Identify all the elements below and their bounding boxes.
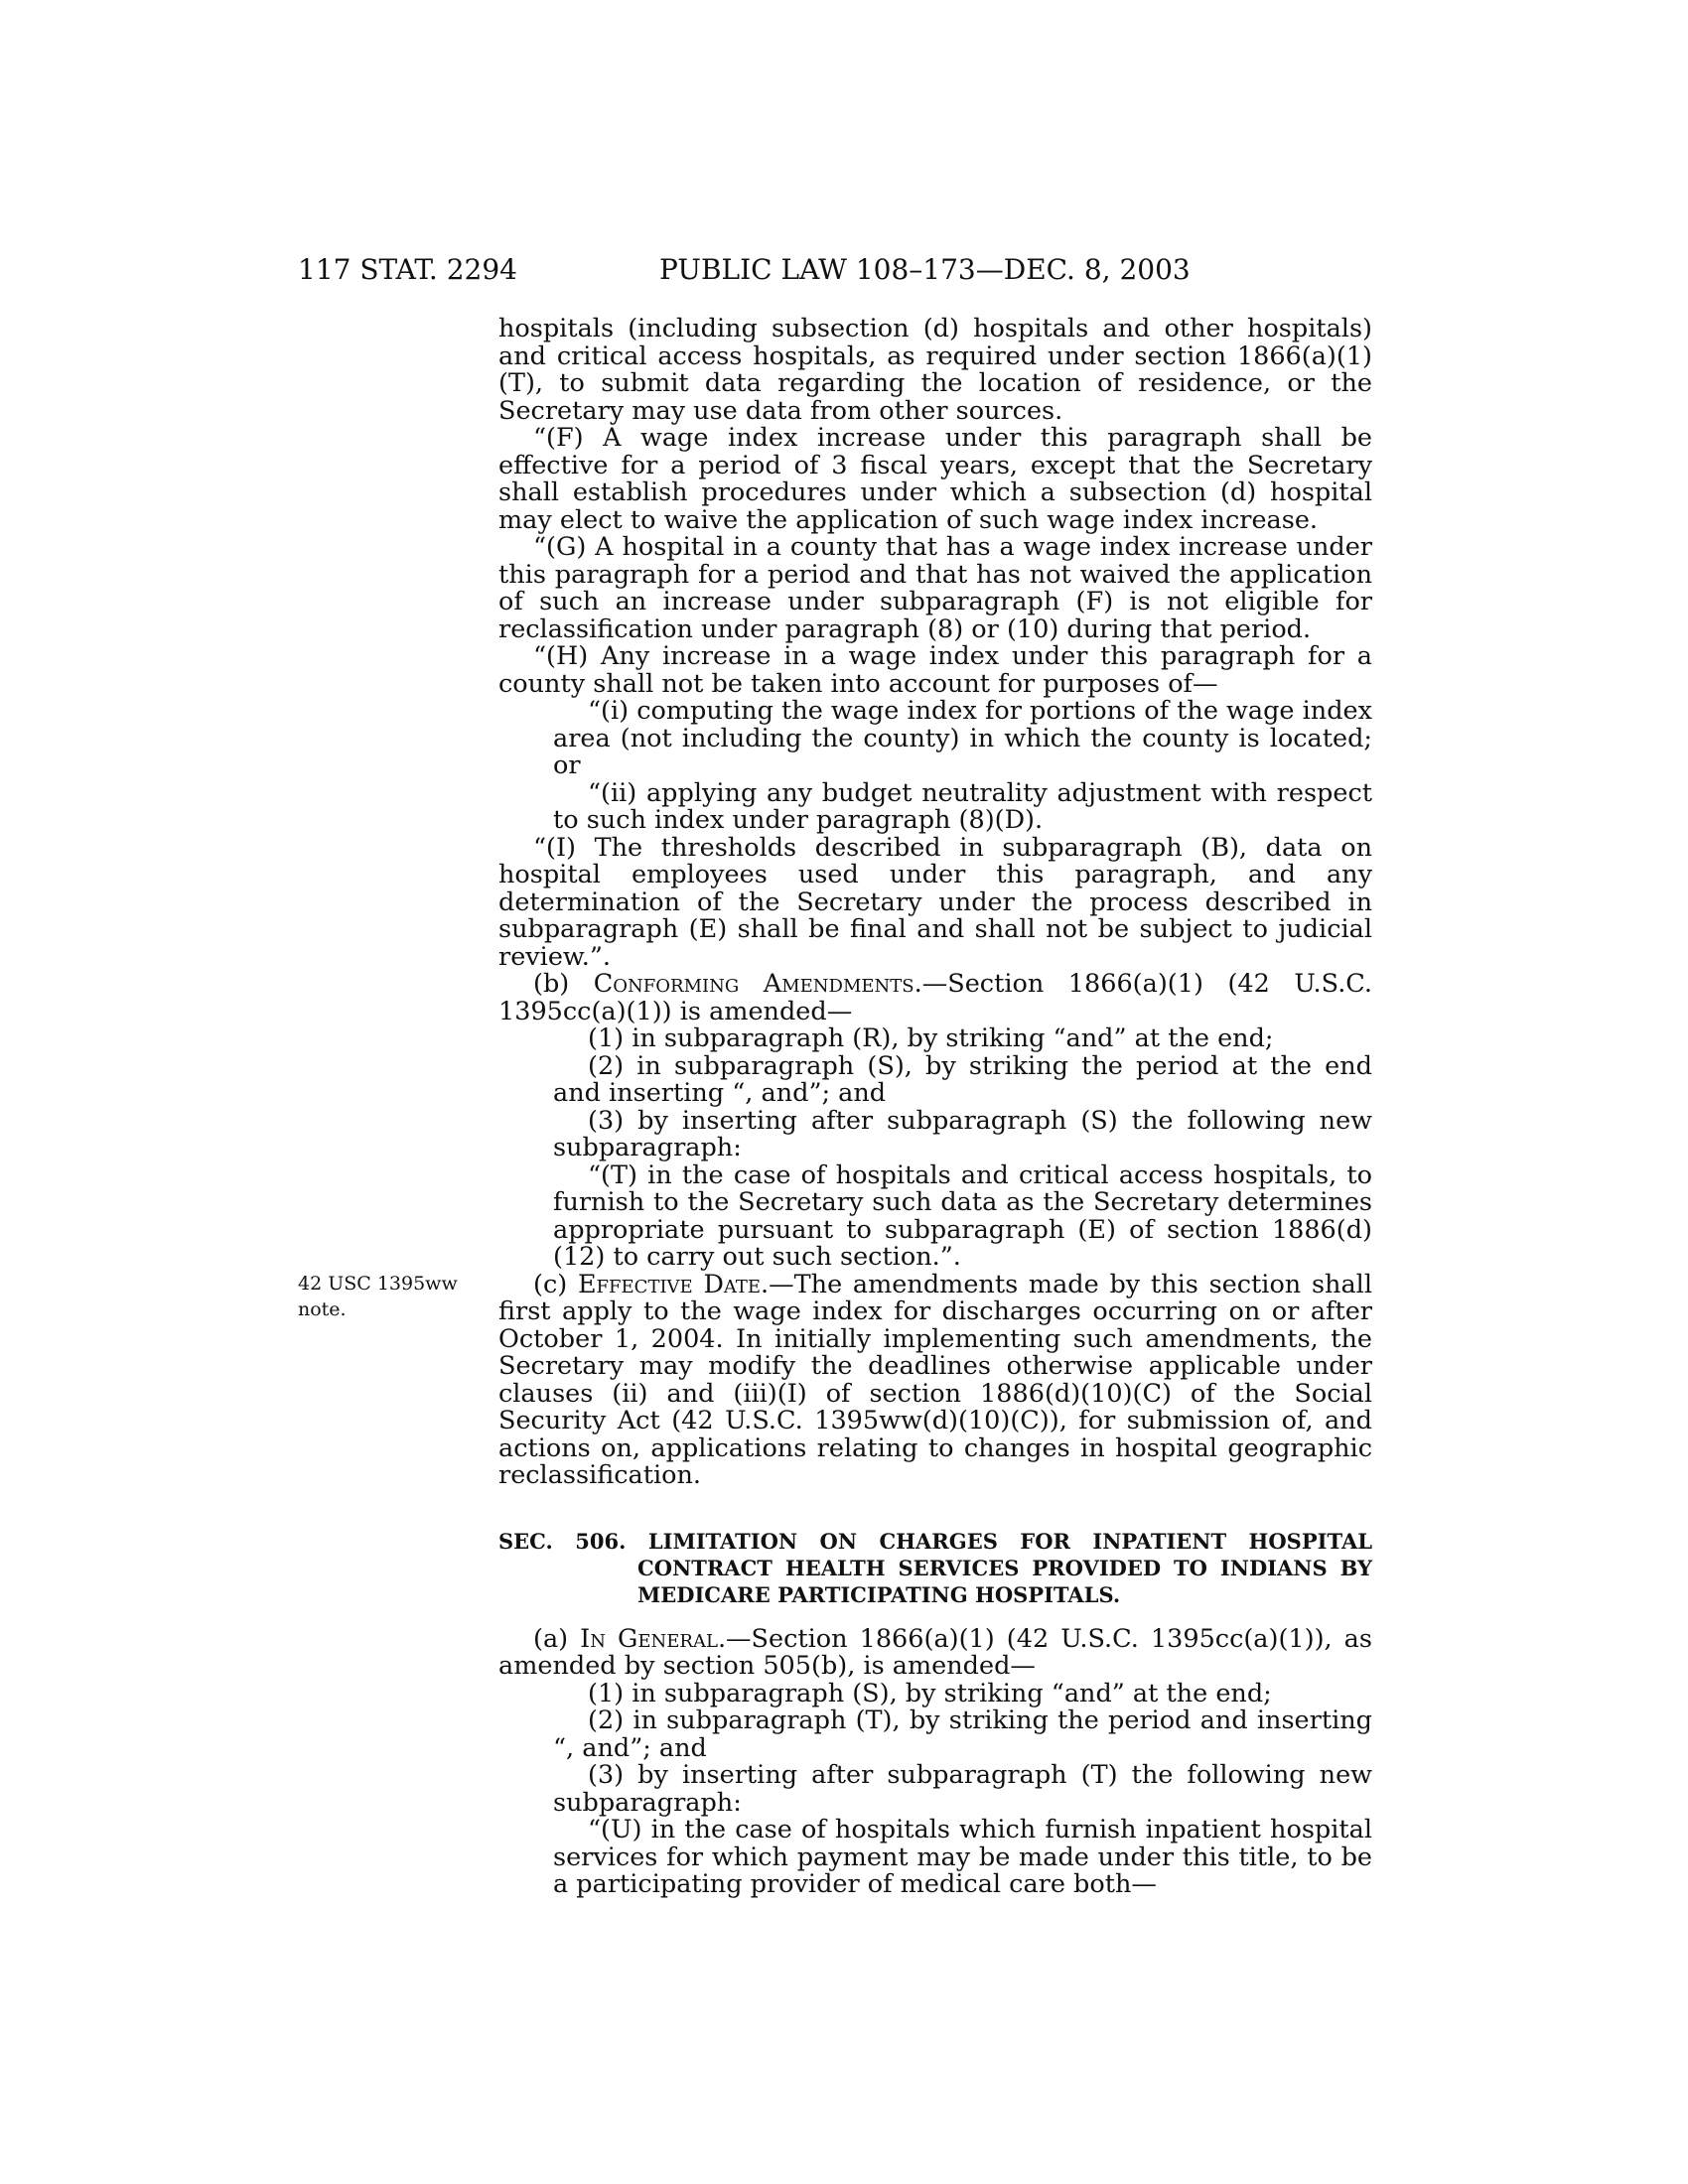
item-a-3: (3) by inserting after subparagraph (T) the following new subparagraph:: [553, 1760, 1372, 1818]
clause-H-i: “(i) computing the wage index for portions of the wage index area (not including the county) in which the county is located; or: [553, 696, 1372, 780]
subparagraph-U: “(U) in the case of hospitals which furnish inpatient hospital services for which payment may be made under this title, to be a participating provider of medical care both—: [553, 1815, 1372, 1899]
item-a-2: (2) in subparagraph (T), by striking the period and inserting “, and”; and: [553, 1706, 1372, 1763]
statute-page-number: 117 STAT. 2294: [298, 253, 517, 286]
subsection-a: [498, 1623, 1372, 1681]
item-b-2: (2) in subparagraph (S), by striking the period at the end and inserting “, and”; and: [553, 1050, 1372, 1108]
margin-note-citation: 42 USC 1395ww: [298, 1273, 458, 1295]
paragraph-G: “(G) A hospital in a county that has a wage index increase under this paragraph for a period and that has not waived the application of such an increase under subparagraph (F) is not eligible for reclassification under paragraph (8) or (10) during that period.: [498, 532, 1372, 644]
subsection-c-heading: Effective Date: [577, 1269, 762, 1299]
subparagraph-T: “(T) in the case of hospitals and critical access hospitals, to furnish to the Secretary such data as the Secretary determines appropriate pursuant to subparagraph (E) of section 1886(d)(12) to carry out such section.”.: [553, 1160, 1372, 1272]
subsection-c: [498, 1269, 1372, 1490]
subsection-b-label: (b): [533, 969, 594, 999]
item-a-1: (1) in subparagraph (S), by striking “and” at the end;: [588, 1678, 1272, 1708]
subsection-c-label: (c): [533, 1269, 578, 1299]
subsection-b-heading: Conforming Amendments: [593, 969, 914, 999]
subsection-a-label: (a): [533, 1623, 581, 1654]
item-b-3: (3) by inserting after subparagraph (S) the following new subparagraph:: [553, 1105, 1372, 1162]
paragraph-H: “(H) Any increase in a wage index under this paragraph for a county shall not be taken into account for purposes of—: [498, 641, 1372, 699]
paragraph-continuation: hospitals (including subsection (d) hospitals and other hospitals) and critical access hospitals, as required under section 1866(a)(1)(T), to submit data regarding the location of residence, or the Secretary may use data from other sources.: [498, 314, 1372, 426]
margin-note: [298, 1271, 467, 1322]
subsection-c-text: .—The amendments made by this section shall first apply to the wage index for discharges occurring on or after October 1, 2004. In initially implementing such amendments, the Secretary may modify the deadlines otherwise applicable under clauses (ii) and (iii)(I) of section 1886(d)(10)(C) of the Social Security Act (42 U.S.C. 1395ww(d)(10)(C)), for submission of, and actions on, applications relating to changes in hospital geographic reclassification.: [498, 1269, 1372, 1490]
subsection-a-heading: In General: [580, 1623, 718, 1654]
document-body: [498, 316, 1372, 1899]
paragraph-I: “(I) The thresholds described in subparagraph (B), data on hospital employees used under this paragraph, and any determination of the Secretary under the process described in subparagraph (E) shall be final and shall not be subject to judicial review.”.: [498, 832, 1372, 972]
margin-note-suffix: note.: [298, 1298, 347, 1320]
subsection-b: [498, 971, 1372, 1025]
item-b-1: (1) in subparagraph (R), by striking “and” at the end;: [588, 1024, 1274, 1053]
subsection-b-text: .—Section 1866(a)(1) (42 U.S.C. 1395cc(a)(1)) is amended—: [498, 969, 1373, 1026]
section-506-title: SEC. 506. LIMITATION ON CHARGES FOR INPATIENT HOSPITAL CONTRACT HEALTH SERVICES PROVIDED TO INDIANS BY MEDICARE PARTICIPATING HOSPITALS.: [498, 1528, 1372, 1607]
subsection-a-text: .—Section 1866(a)(1) (42 U.S.C. 1395cc(a)(1)), as amended by section 505(b), is amended—: [498, 1623, 1372, 1681]
clause-H-ii: “(ii) applying any budget neutrality adjustment with respect to such index under paragraph (8)(D).: [553, 777, 1372, 835]
paragraph-F: “(F) A wage index increase under this paragraph shall be effective for a period of 3 fiscal years, except that the Secretary shall establish procedures under which a subsection (d) hospital may elect to waive the application of such wage index increase.: [498, 423, 1372, 535]
page-header: [298, 252, 1370, 288]
public-law-title: PUBLIC LAW 108–173—DEC. 8, 2003: [659, 253, 1191, 286]
